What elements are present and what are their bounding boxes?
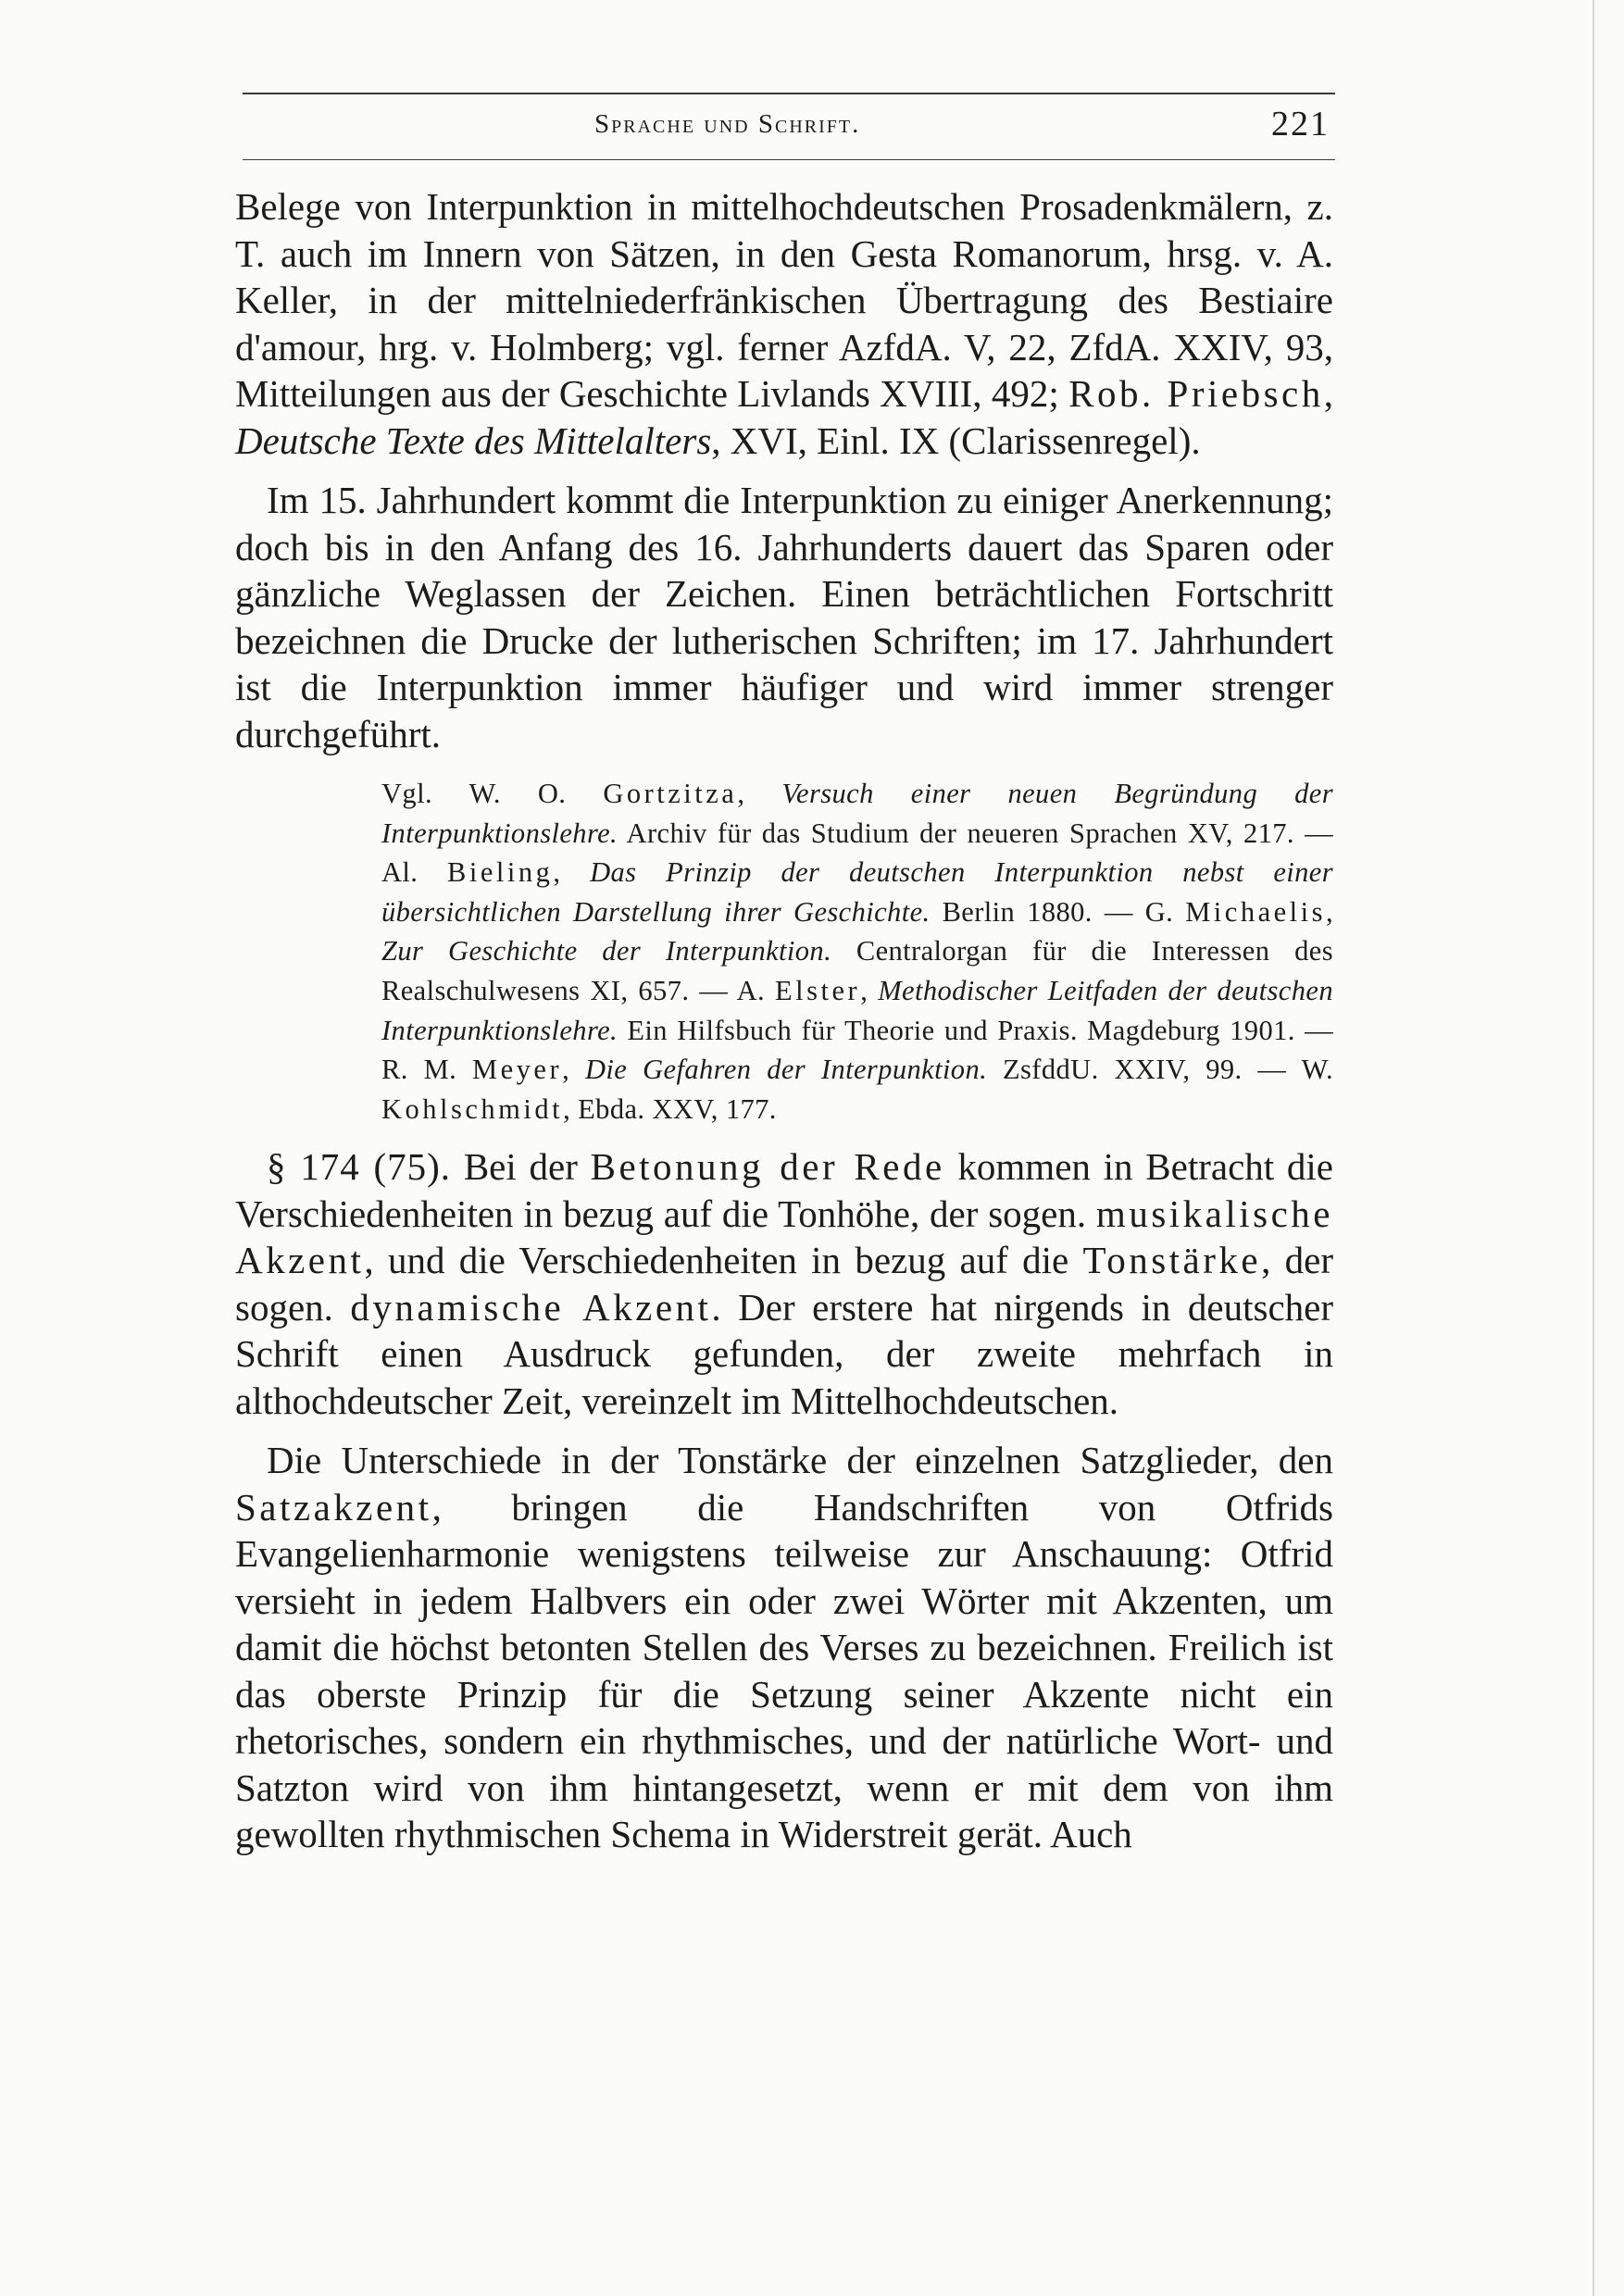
paragraph-text: , bringen die Handschriften von Otfrids Evangelienharmonie wenigstens teilweise zur Anschauung: Otfrid versieht in jedem Halbvers ein oder zwei Wörter mit Akzenten, um damit die höchst betonten Stellen des Verses zu bezeichnen. Freilich ist das oberste Prinzip für die Setzung seiner Akzente nicht ein rhetorisches, sondern ein rhythmisches, und der natürliche Wort- und Satzton wird von ihm hintangesetzt, wenn er mit dem von ihm gewollten rhythmischen Schema in Widerstreit gerät. Auch xyxy=(235,1485,1333,1856)
work-title: Versuch einer neuen Begründung der Interpunktionslehre. xyxy=(381,778,1333,849)
running-title: Sprache und Schrift. xyxy=(594,109,861,139)
author-name: Gortzitza xyxy=(603,778,738,809)
author-name: Bieling xyxy=(447,856,554,889)
paragraph-text: Die Unterschiede in der Tonstärke der einzelnen Satzglieder, den xyxy=(267,1439,1333,1482)
header-rule-top xyxy=(243,93,1335,94)
literature-references xyxy=(235,774,1333,1129)
section-number: § 174 (75). xyxy=(267,1145,452,1189)
work-title: Das Prinzip der deutschen Interpunktion nebst einer übersichtlichen Darstellung ihrer Geschichte. xyxy=(381,856,1333,928)
paragraph-text: , der sogen. xyxy=(235,1239,1333,1329)
ref-tail: Archiv für das Studium der neueren Sprachen XV, 217. — Al. xyxy=(381,817,1333,889)
page-number: 221 xyxy=(1271,105,1330,144)
paragraph-text: , und die Verschiedenheiten in bezug auf die xyxy=(364,1239,1083,1282)
work-title: Die Gefahren der Interpunktion. xyxy=(585,1054,988,1086)
paragraph-text: Belege von Interpunktion in mittelhochdeutschen Prosadenkmälern, z. T. auch im Innern von Sätzen, in den Gesta Romanorum, hrsg. v. A. Keller, in der mittelniederfränkischen Übertragung des Bestiaire d'amour, hrg. v. Holmberg; vgl. ferner AzfdA. V, 22, ZfdA. XXIV, 93, Mitteilungen aus der Geschichte Livlands XVIII, 492; xyxy=(235,185,1333,415)
paragraph-tail: , XVI, Einl. IX (Clarissenregel). xyxy=(711,418,1201,462)
author-name: Michaelis xyxy=(1185,895,1326,928)
separator: , xyxy=(1325,895,1333,928)
spaced-term: Betonung der Rede xyxy=(590,1145,945,1189)
ref-prefix: Vgl. W. O. xyxy=(381,778,604,809)
spaced-term: Satzakzent xyxy=(235,1485,432,1529)
separator: , xyxy=(553,856,591,889)
paragraph-continued xyxy=(235,183,1333,464)
running-head xyxy=(243,104,1335,152)
author-name: Elster xyxy=(775,974,861,1006)
author-name: Meyer xyxy=(472,1054,563,1086)
page-body xyxy=(235,183,1333,1858)
spaced-term: Tonstärke xyxy=(1082,1239,1262,1282)
ref-tail: Centralorgan für die Interessen des Realschulwesens XI, 657. — A. xyxy=(381,935,1333,1006)
header-rule-bottom xyxy=(243,159,1335,160)
spaced-term: dynamische Akzent xyxy=(350,1285,712,1329)
work-title: Methodischer Leitfaden der deutschen Interpunktionslehre. xyxy=(381,974,1333,1046)
separator: , xyxy=(562,1054,585,1086)
spaced-term: musikalische Akzent xyxy=(235,1192,1333,1282)
author-name: Rob. Priebsch xyxy=(1068,372,1324,415)
paragraph-text: kommen in Betracht die Verschiedenheiten in bezug auf die Tonhöhe, der sogen. xyxy=(235,1145,1333,1235)
separator: , xyxy=(737,778,782,809)
separator: , xyxy=(860,974,879,1006)
ref-tail: Berlin 1880. — G. xyxy=(930,895,1186,928)
paragraph-text: Im 15. Jahrhundert kommt die Interpunktion zu einiger Anerkennung; doch bis in den Anfang des 16. Jahrhunderts dauert das Sparen oder gänzliche Weglassen der Zeichen. Einen beträchtlichen Fortschritt bezeichnen die Drucke der lutherischen Schriften; im 17. Jahrhundert ist die Interpunktion immer häufiger und wird immer strenger durchgeführt. xyxy=(235,479,1333,755)
scan-edge-line xyxy=(1593,0,1594,2296)
ref-tail: Ein Hilfsbuch für Theorie und Praxis. Magdeburg 1901. — R. M. xyxy=(381,1014,1333,1086)
work-title: Zur Geschichte der Interpunktion. xyxy=(381,935,832,967)
paragraph-text: Bei der xyxy=(451,1145,591,1189)
ref-tail: ZsfddU. XXIV, 99. — W. xyxy=(987,1054,1333,1086)
ref-tail: , Ebda. XXV, 177. xyxy=(563,1092,777,1125)
separator: , xyxy=(1323,372,1334,415)
author-name: Kohlschmidt xyxy=(381,1092,564,1125)
paragraph-section-174 xyxy=(235,1143,1333,1424)
paragraph-satzakzent xyxy=(235,1437,1333,1858)
paragraph-15th-century xyxy=(235,477,1333,757)
paragraph-text: . Der erstere hat nirgends in deutscher Schrift einen Ausdruck gefunden, der zweite mehrfach in althochdeutscher Zeit, vereinzelt im Mittelhochdeutschen. xyxy=(235,1285,1333,1422)
book-title: Deutsche Texte des Mittelalters xyxy=(235,418,712,462)
